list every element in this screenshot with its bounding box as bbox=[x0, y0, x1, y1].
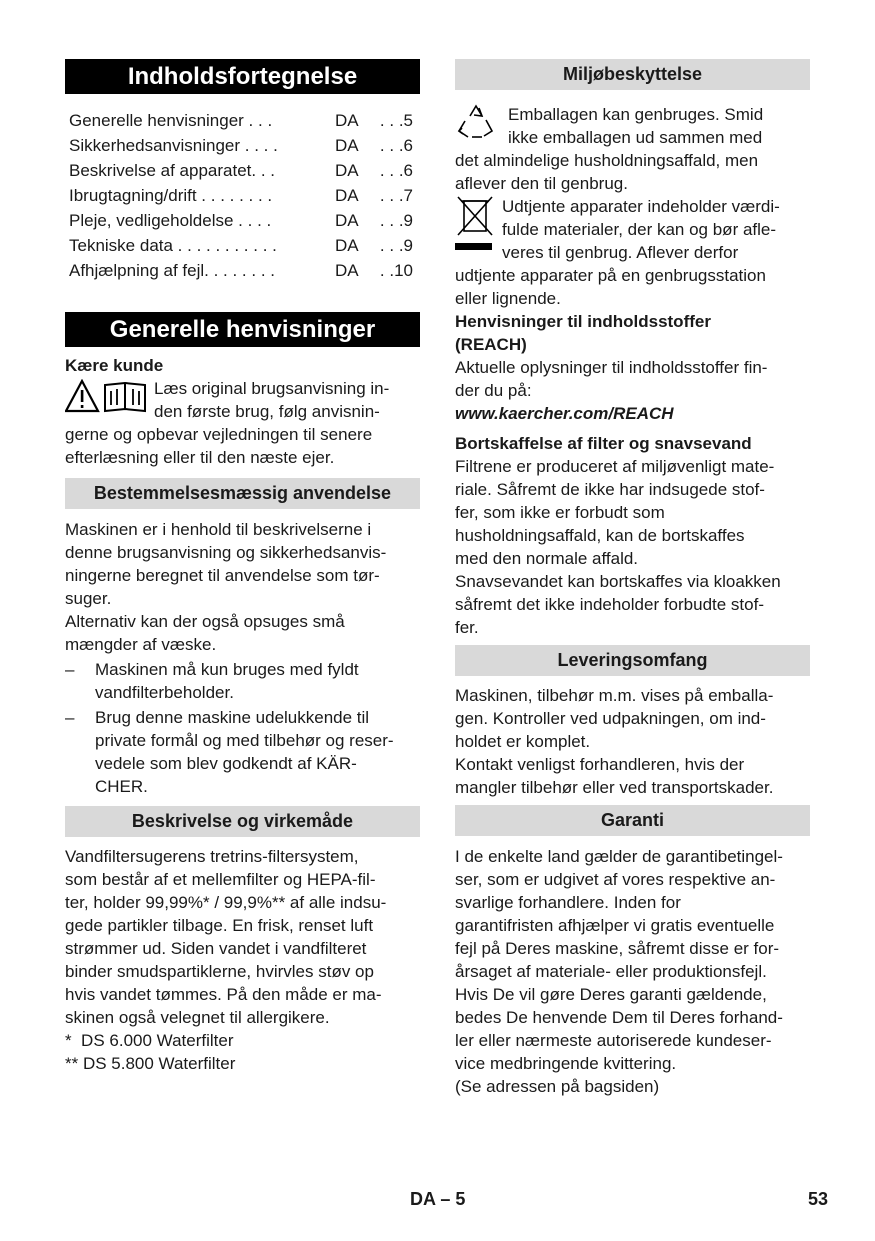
delivery-line: holdet er komplet. bbox=[455, 732, 591, 751]
bullet-line: Maskinen må kun bruges med fyldt bbox=[95, 660, 359, 679]
reach-heading bbox=[455, 310, 810, 356]
warranty-line: Hvis De vil gøre Deres garanti gældende, bbox=[455, 985, 767, 1004]
delivery-text bbox=[455, 684, 810, 799]
disposal-heading: Bortskaffelse af filter og snavsevand bbox=[455, 434, 752, 453]
toc-entry-title: Pleje, vedligeholdelse . . . . bbox=[69, 211, 272, 230]
bullet-line: vandfilterbeholder. bbox=[95, 683, 234, 702]
weee-line: Udtjente apparater indeholder værdi- bbox=[502, 197, 780, 216]
disposal-line: riale. Såfremt de ikke har indsugede stof- bbox=[455, 480, 765, 499]
toc-entry[interactable] bbox=[65, 233, 420, 258]
environment-heading: Miljøbeskyttelse bbox=[455, 59, 810, 90]
general-line-1: Læs original brugsanvisning in- bbox=[154, 379, 390, 398]
function-text bbox=[65, 845, 420, 1075]
toc-entry-lang: DA bbox=[335, 161, 359, 180]
weee-line: fulde materialer, der kan og bør afle- bbox=[502, 220, 777, 239]
toc-entry-title: Beskrivelse af apparatet. . . bbox=[69, 161, 275, 180]
general-line-2: den første brug, følg anvisnin- bbox=[154, 402, 380, 421]
warranty-line: (Se adressen på bagsiden) bbox=[455, 1077, 660, 1096]
intended-use-line: suger. bbox=[65, 589, 112, 608]
toc-entry-lang: DA bbox=[335, 186, 359, 205]
page-number: 53 bbox=[808, 1189, 829, 1209]
toc-entry-page: . . .6 bbox=[379, 161, 413, 180]
warranty-line: garantifristen afhjælper vi gratis eventuelle bbox=[455, 916, 775, 935]
intended-use-line: denne brugsanvisning og sikkerhedsanvis- bbox=[65, 543, 387, 562]
toc-entry-page: . . .6 bbox=[379, 136, 413, 155]
function-line: strømmer ud. Siden vandet i vandfilteret bbox=[65, 939, 367, 958]
warranty-line: ser, som er udgivet af vores respektive an- bbox=[455, 870, 776, 889]
reach-line: Aktuelle oplysninger til indholdsstoffer fin- bbox=[455, 358, 768, 377]
function-line: ter, holder 99,99%* / 99,9%** af alle indsu- bbox=[65, 893, 387, 912]
bullet-line: vedele som blev godkendt af KÄR- bbox=[95, 754, 357, 773]
recycle-text bbox=[455, 103, 810, 195]
disposal-line: husholdningsaffald, kan de bortskaffes bbox=[455, 526, 745, 545]
toc-entry[interactable] bbox=[65, 108, 420, 133]
recycle-icon bbox=[456, 104, 496, 140]
warning-manual-icon bbox=[65, 379, 149, 413]
toc-entry-lang: DA bbox=[335, 136, 359, 155]
toc-entry-lang: DA bbox=[335, 261, 359, 280]
toc-entry-title: Sikkerhedsanvisninger . . . . bbox=[69, 136, 278, 155]
bullet-dash: – bbox=[65, 708, 75, 727]
right-column bbox=[455, 59, 810, 1098]
bullet-line: Brug denne maskine udelukkende til bbox=[95, 708, 370, 727]
function-line: skinen også velegnet til allergikere. bbox=[65, 1008, 330, 1027]
footer-section: DA – 5 bbox=[410, 1189, 466, 1209]
reach-heading-line: (REACH) bbox=[455, 335, 527, 354]
intended-use-heading: Bestemmelsesmæssig anvendelse bbox=[65, 478, 420, 509]
disposal-line: såfremt det ikke indeholder forbudte stof- bbox=[455, 595, 764, 614]
crossed-bin-icon bbox=[455, 195, 495, 263]
warranty-line: vice medbringende kvittering. bbox=[455, 1054, 677, 1073]
bullet-line: CHER. bbox=[95, 777, 148, 796]
toc-entry-page: . . .5 bbox=[379, 111, 413, 130]
warranty-line: svarlige forhandlere. Inden for bbox=[455, 893, 681, 912]
function-line: gede partikler tilbage. En frisk, renset luft bbox=[65, 916, 374, 935]
reach-heading-line: Henvisninger til indholdsstoffer bbox=[455, 312, 711, 331]
disposal-line: Filtrene er produceret af miljøvenligt mate- bbox=[455, 457, 775, 476]
toc-entry-page: . .10 bbox=[379, 261, 413, 280]
reach-text bbox=[455, 356, 810, 425]
toc-entry[interactable] bbox=[65, 258, 420, 283]
recycle-line: det almindelige husholdningsaffald, men bbox=[455, 151, 759, 170]
footnote-line: * DS 6.000 Waterfilter bbox=[65, 1031, 234, 1050]
bullet-item bbox=[65, 706, 420, 798]
recycle-line: aflever den til genbrug. bbox=[455, 174, 628, 193]
intended-use-line: ningerne beregnet til anvendelse som tør- bbox=[65, 566, 380, 585]
toc-list bbox=[65, 108, 420, 283]
toc-entry[interactable] bbox=[65, 208, 420, 233]
reach-link[interactable]: www.kaercher.com/REACH bbox=[455, 404, 674, 423]
warranty-text bbox=[455, 845, 810, 1098]
bullet-item bbox=[65, 658, 420, 704]
function-line: binder smudspartiklerne, hvirvles støv op bbox=[65, 962, 374, 981]
general-heading: Generelle henvisninger bbox=[65, 312, 420, 347]
bullet-dash: – bbox=[65, 660, 75, 679]
delivery-line: Maskinen, tilbehør m.m. vises på emballa- bbox=[455, 686, 774, 705]
function-line: som består af et mellemfilter og HEPA-fil- bbox=[65, 870, 376, 889]
intended-use-line: Alternativ kan der også opsuges små bbox=[65, 612, 345, 631]
bullet-line: private formål og med tilbehør og reser- bbox=[95, 731, 394, 750]
toc-entry[interactable] bbox=[65, 133, 420, 158]
toc-entry[interactable] bbox=[65, 183, 420, 208]
toc-entry-title: Tekniske data . . . . . . . . . . . bbox=[69, 236, 277, 255]
warranty-line: ler eller nærmeste autoriserede kundeser- bbox=[455, 1031, 772, 1050]
toc-entry-lang: DA bbox=[335, 211, 359, 230]
general-text bbox=[65, 377, 420, 469]
function-line: hvis vandet tømmes. På den måde er ma- bbox=[65, 985, 382, 1004]
recycle-line: ikke emballagen ud sammen med bbox=[508, 128, 763, 147]
general-line-3: gerne og opbevar vejledningen til senere bbox=[65, 425, 373, 444]
toc-entry-lang: DA bbox=[335, 236, 359, 255]
warranty-line: bedes De henvende Dem til Deres forhand- bbox=[455, 1008, 783, 1027]
toc-entry-page: . . .9 bbox=[379, 211, 413, 230]
toc-entry-title: Generelle henvisninger . . . bbox=[69, 111, 273, 130]
toc-entry-title: Ibrugtagning/drift . . . . . . . . bbox=[69, 186, 273, 205]
delivery-line: Kontakt venligst forhandleren, hvis der bbox=[455, 755, 745, 774]
weee-line: eller lignende. bbox=[455, 289, 561, 308]
delivery-heading: Leveringsomfang bbox=[455, 645, 810, 676]
function-line: Vandfiltersugerens tretrins-filtersystem, bbox=[65, 847, 359, 866]
left-column bbox=[65, 59, 420, 1075]
toc-heading: Indholdsfortegnelse bbox=[65, 59, 420, 94]
intended-use-text bbox=[65, 518, 420, 798]
weee-line: veres til genbrug. Aflever derfor bbox=[502, 243, 739, 262]
recycle-line: Emballagen kan genbruges. Smid bbox=[508, 105, 764, 124]
toc-entry-lang: DA bbox=[335, 111, 359, 130]
toc-entry-title: Afhjælpning af fejl. . . . . . . . bbox=[69, 261, 275, 280]
general-subheading: Kære kunde bbox=[65, 356, 164, 375]
weee-line: udtjente apparater på en genbrugsstation bbox=[455, 266, 766, 285]
warranty-line: fejl på Deres maskine, såfremt disse er for- bbox=[455, 939, 780, 958]
toc-entry-page: . . .7 bbox=[379, 186, 413, 205]
warranty-heading: Garanti bbox=[455, 805, 810, 836]
disposal-text bbox=[455, 455, 810, 639]
delivery-line: gen. Kontroller ved udpakningen, om ind- bbox=[455, 709, 766, 728]
general-line-4: efterlæsning eller til den næste ejer. bbox=[65, 448, 335, 467]
warranty-line: årsaget af materiale- eller produktionsfejl. bbox=[455, 962, 767, 981]
footnote-line: ** DS 5.800 Waterfilter bbox=[65, 1054, 236, 1073]
disposal-line: Snavsevandet kan bortskaffes via kloakken bbox=[455, 572, 781, 591]
disposal-line: fer, som ikke er forbudt som bbox=[455, 503, 665, 522]
toc-entry[interactable] bbox=[65, 158, 420, 183]
weee-text bbox=[455, 195, 810, 310]
disposal-line: med den normale affald. bbox=[455, 549, 639, 568]
function-heading: Beskrivelse og virkemåde bbox=[65, 806, 420, 837]
warranty-line: I de enkelte land gælder de garantibetingel- bbox=[455, 847, 783, 866]
disposal-line: fer. bbox=[455, 618, 479, 637]
delivery-line: mangler tilbehør eller ved transportskader. bbox=[455, 778, 774, 797]
reach-line: der du på: bbox=[455, 381, 532, 400]
intended-use-line: mængder af væske. bbox=[65, 635, 217, 654]
toc-entry-page: . . .9 bbox=[379, 236, 413, 255]
intended-use-line: Maskinen er i henhold til beskrivelserne i bbox=[65, 520, 372, 539]
